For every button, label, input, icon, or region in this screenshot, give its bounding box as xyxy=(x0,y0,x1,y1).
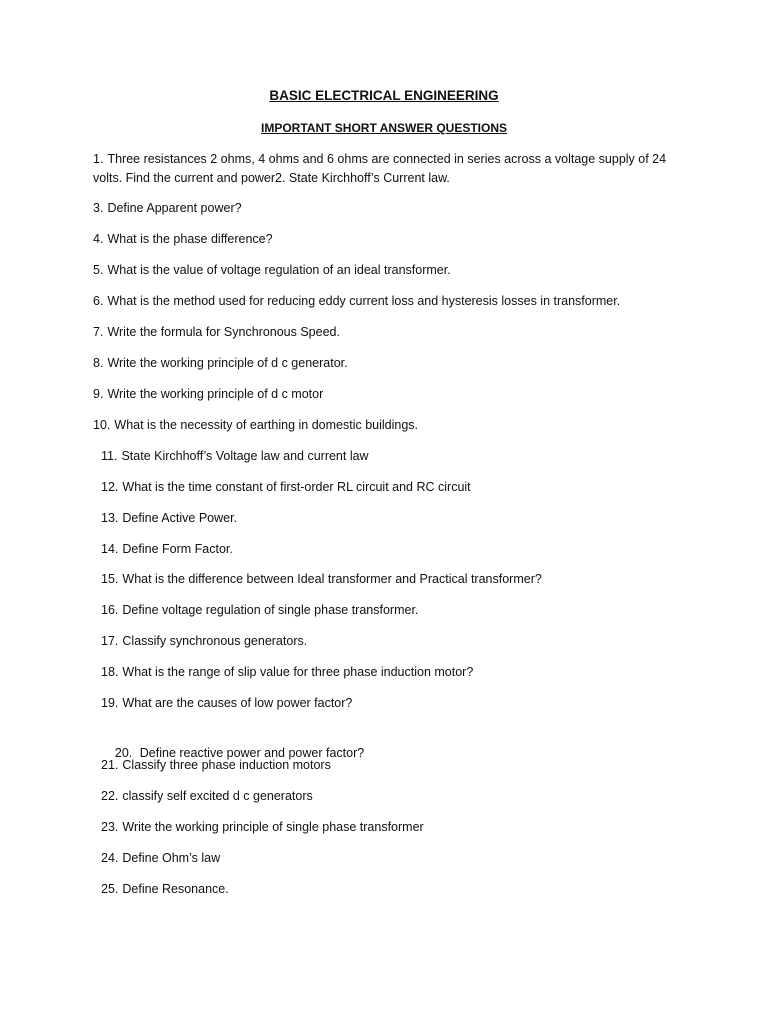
question-text: Three resistances 2 ohms, 4 ohms and 6 ohms are connected in series across a voltage supply of 24 volts. Find the current and power2. State Kirchhoff’s Current law. xyxy=(93,152,667,185)
question-item xyxy=(93,416,418,435)
question-number: 19. xyxy=(101,696,119,710)
question-text: Define Ohm’s law xyxy=(122,851,221,865)
question-item xyxy=(101,540,233,559)
question-item xyxy=(93,292,620,311)
question-number: 22. xyxy=(101,789,119,803)
question-number: 13. xyxy=(101,511,119,525)
question-number: 9. xyxy=(93,387,104,401)
question-number: 6. xyxy=(93,294,104,308)
question-item xyxy=(101,663,473,682)
question-text: Classify three phase induction motors xyxy=(122,758,331,772)
question-item xyxy=(93,199,242,218)
question-text: What is the time constant of first-order RL circuit and RC circuit xyxy=(122,480,471,494)
question-item xyxy=(93,385,323,404)
question-number: 11. xyxy=(101,449,118,463)
question-number: 5. xyxy=(93,263,104,277)
question-item xyxy=(101,756,331,775)
question-number: 4. xyxy=(93,232,104,246)
question-item xyxy=(101,880,229,899)
question-item xyxy=(101,632,307,651)
question-number: 17. xyxy=(101,634,119,648)
question-item xyxy=(101,601,418,620)
document-title: BASIC ELECTRICAL ENGINEERING xyxy=(269,88,499,103)
question-text: Write the working principle of d c motor xyxy=(107,387,324,401)
question-number: 24. xyxy=(101,851,119,865)
question-text: Define Form Factor. xyxy=(122,542,233,556)
question-text: What is the necessity of earthing in domestic buildings. xyxy=(114,418,419,432)
question-number: 15. xyxy=(101,572,119,586)
question-text: classify self excited d c generators xyxy=(122,789,313,803)
question-item xyxy=(93,354,348,373)
question-text: Define reactive power and power factor? xyxy=(136,746,365,760)
question-item xyxy=(101,509,237,528)
question-number: 8. xyxy=(93,356,104,370)
question-item xyxy=(101,447,369,466)
question-item xyxy=(93,150,678,188)
question-number: 1. xyxy=(93,152,104,166)
question-item xyxy=(101,818,424,837)
question-number: 25. xyxy=(101,882,119,896)
question-text: Define Resonance. xyxy=(122,882,229,896)
question-text: State Kirchhoff’s Voltage law and current law xyxy=(121,449,369,463)
question-text: Write the working principle of d c generator. xyxy=(107,356,348,370)
question-text: Define Apparent power? xyxy=(107,201,242,215)
question-number: 10. xyxy=(93,418,111,432)
question-number: 14. xyxy=(101,542,119,556)
question-item xyxy=(101,694,352,713)
question-item xyxy=(93,323,340,342)
question-number: 12. xyxy=(101,480,119,494)
question-number: 3. xyxy=(93,201,104,215)
question-text: What is the range of slip value for three phase induction motor? xyxy=(122,665,474,679)
question-number: 23. xyxy=(101,820,119,834)
question-item xyxy=(101,787,313,806)
question-number: 21. xyxy=(101,758,119,772)
question-text: Write the formula for Synchronous Speed. xyxy=(107,325,340,339)
question-text: What is the difference between Ideal transformer and Practical transformer? xyxy=(122,572,542,586)
question-text: What is the method used for reducing eddy current loss and hysteresis losses in transformer. xyxy=(107,294,621,308)
question-text: Define voltage regulation of single phase transformer. xyxy=(122,603,419,617)
question-text: Write the working principle of single phase transformer xyxy=(122,820,424,834)
question-text: Define Active Power. xyxy=(122,511,238,525)
question-text: What is the phase difference? xyxy=(107,232,273,246)
question-item xyxy=(93,230,273,249)
question-item xyxy=(101,570,542,589)
question-number: 18. xyxy=(101,665,119,679)
question-item xyxy=(93,261,451,280)
question-number: 16. xyxy=(101,603,119,617)
document-subtitle: IMPORTANT SHORT ANSWER QUESTIONS xyxy=(261,121,507,135)
question-text: What are the causes of low power factor? xyxy=(122,696,353,710)
question-item xyxy=(101,478,471,497)
question-number: 7. xyxy=(93,325,104,339)
question-number: 20. xyxy=(114,746,133,760)
question-text: What is the value of voltage regulation of an ideal transformer. xyxy=(107,263,451,277)
question-text: Classify synchronous generators. xyxy=(122,634,308,648)
question-item xyxy=(101,849,220,868)
